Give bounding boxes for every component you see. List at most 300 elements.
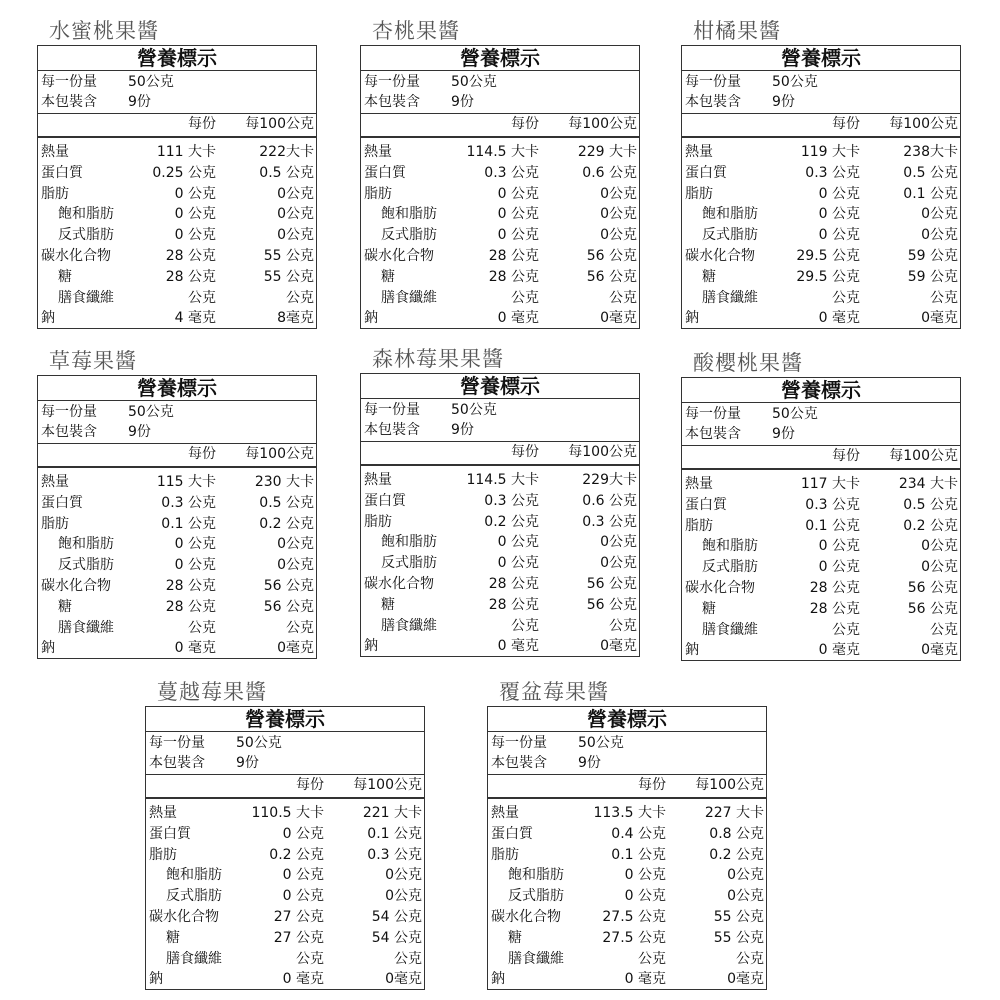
- nutrient-label: 糖: [58, 268, 72, 285]
- value-per-serving: 0 公克: [282, 888, 324, 905]
- value-per-100g: 0.3 公克: [582, 513, 637, 530]
- value-per-serving: 113.5 大卡: [593, 805, 666, 821]
- jam-panel: [37, 345, 319, 663]
- nutrient-row-calories: [361, 470, 639, 490]
- divider: [682, 402, 960, 403]
- jam-panel: [487, 676, 769, 994]
- value-per-100g: 0公克: [385, 867, 422, 884]
- nutrient-row-sugar: [682, 267, 960, 287]
- divider: [361, 398, 639, 399]
- column-per-100g: 每100公克: [889, 116, 958, 132]
- nutrient-row-carbohydrate: [146, 907, 424, 927]
- nutrient-row-fat: [682, 516, 960, 536]
- column-per-100g: 每100公克: [245, 446, 314, 462]
- value-per-serving: 29.5 公克: [796, 248, 860, 264]
- value-per-100g: 0公克: [921, 538, 958, 555]
- nutrition-label: [360, 45, 640, 329]
- value-per-serving: 28 公克: [809, 600, 860, 617]
- divider: [682, 468, 960, 470]
- column-per-100g: 每100公克: [695, 777, 764, 793]
- label-heading: 營養標示: [781, 46, 861, 70]
- value-per-serving: 0 公克: [497, 534, 539, 551]
- nutrient-label: 蛋白質: [41, 494, 83, 511]
- nutrient-label: 反式脂肪: [58, 557, 114, 574]
- nutrient-row-sodium: [361, 308, 639, 328]
- nutrient-row-sugar: [361, 267, 639, 287]
- nutrient-row-fat: [361, 184, 639, 204]
- value-per-100g: 221 大卡: [362, 805, 422, 821]
- value-per-100g: 0毫克: [921, 642, 958, 659]
- servings-per-package-row: [146, 753, 424, 773]
- value-per-100g: 0公克: [277, 557, 314, 574]
- column-header-row: [146, 775, 424, 795]
- nutrient-row-carbohydrate: [361, 246, 639, 266]
- nutrient-row-dietary-fiber: [682, 620, 960, 640]
- value-per-serving: 0.1 公克: [805, 517, 860, 534]
- value-per-serving: 0.25 公克: [152, 164, 216, 181]
- nutrient-row-protein: [682, 163, 960, 183]
- value-per-serving: 0 公克: [818, 227, 860, 244]
- value-per-100g: 0公克: [600, 185, 637, 202]
- nutrient-label: 蛋白質: [364, 492, 406, 509]
- servings-per-package-label: 本包裝含: [41, 94, 97, 110]
- nutrient-label: 鈉: [364, 638, 378, 655]
- nutrient-row-sodium: [682, 640, 960, 660]
- nutrient-row-protein: [361, 491, 639, 511]
- nutrient-row-calories: [361, 142, 639, 162]
- nutrient-label: 熱量: [364, 472, 392, 488]
- divider: [361, 464, 639, 466]
- nutrient-label: 鈉: [41, 310, 55, 327]
- divider: [38, 136, 316, 138]
- nutrient-label: 糖: [508, 929, 522, 946]
- value-per-100g: 56 公克: [586, 248, 637, 264]
- value-per-serving: 28 公克: [809, 580, 860, 596]
- serving-size-label: 每一份量: [364, 402, 420, 418]
- value-per-serving: 0 公克: [282, 825, 324, 842]
- divider: [361, 70, 639, 71]
- nutrient-row-trans-fat: [682, 557, 960, 577]
- value-per-100g: 56 公克: [907, 580, 958, 596]
- nutrition-label: [487, 706, 767, 990]
- nutrient-label: 反式脂肪: [702, 227, 758, 244]
- value-per-100g: 0.8 公克: [709, 825, 764, 842]
- value-per-100g: 0.6 公克: [582, 164, 637, 181]
- nutrient-row-calories: [682, 474, 960, 494]
- nutrient-label: 蛋白質: [685, 496, 727, 513]
- column-per-serving: 每份: [188, 116, 216, 132]
- value-per-serving: 28 公克: [488, 268, 539, 285]
- value-per-100g: 0.1 公克: [903, 185, 958, 202]
- nutrient-row-dietary-fiber: [361, 288, 639, 308]
- nutrient-row-dietary-fiber: [38, 288, 316, 308]
- nutrient-label: 熱量: [41, 474, 69, 490]
- value-per-serving: 公克: [832, 289, 860, 306]
- nutrient-label: 脂肪: [149, 846, 177, 863]
- label-heading: 營養標示: [245, 707, 325, 731]
- product-title: 蔓越莓果醬: [157, 680, 267, 704]
- column-header-row: [488, 775, 766, 795]
- nutrient-label: 熱量: [685, 476, 713, 492]
- nutrient-row-trans-fat: [38, 225, 316, 245]
- nutrient-row-fat: [38, 184, 316, 204]
- servings-per-package-label: 本包裝含: [685, 426, 741, 442]
- nutrient-label: 脂肪: [41, 185, 69, 202]
- jam-panel: [360, 343, 642, 661]
- serving-size-label: 每一份量: [41, 74, 97, 90]
- servings-per-package-value: 9份: [128, 94, 151, 110]
- nutrient-label: 反式脂肪: [381, 555, 437, 572]
- column-per-serving: 每份: [296, 777, 324, 793]
- nutrient-label: 飽和脂肪: [166, 867, 222, 884]
- label-heading: 營養標示: [587, 707, 667, 731]
- nutrient-label: 蛋白質: [685, 164, 727, 181]
- value-per-serving: 27 公克: [273, 909, 324, 925]
- product-title: 森林莓果果醬: [372, 347, 504, 371]
- value-per-serving: 110.5 大卡: [251, 805, 324, 821]
- value-per-100g: 0.2 公克: [709, 846, 764, 863]
- column-per-100g: 每100公克: [353, 777, 422, 793]
- value-per-100g: 222大卡: [259, 144, 314, 160]
- value-per-100g: 0公克: [277, 536, 314, 553]
- divider: [488, 797, 766, 799]
- nutrient-label: 脂肪: [685, 517, 713, 534]
- value-per-serving: 0 毫克: [624, 971, 666, 988]
- column-header-row: [361, 442, 639, 462]
- nutrient-label: 飽和脂肪: [702, 538, 758, 555]
- nutrient-row-protein: [146, 824, 424, 844]
- nutrient-row-carbohydrate: [38, 576, 316, 596]
- value-per-serving: 0 公克: [818, 538, 860, 555]
- divider: [38, 466, 316, 468]
- value-per-serving: 111 大卡: [156, 144, 216, 160]
- value-per-serving: 0 公克: [174, 185, 216, 202]
- value-per-serving: 公克: [188, 619, 216, 636]
- value-per-serving: 公克: [638, 950, 666, 967]
- servings-per-package-label: 本包裝含: [149, 755, 205, 771]
- value-per-100g: 0公克: [277, 206, 314, 223]
- divider: [146, 731, 424, 732]
- nutrient-label: 膳食纖維: [58, 619, 114, 636]
- value-per-100g: 公克: [286, 619, 314, 636]
- nutrient-label: 飽和脂肪: [58, 206, 114, 223]
- serving-size-value: 50公克: [451, 402, 497, 418]
- value-per-100g: 0公克: [921, 559, 958, 576]
- nutrient-label: 飽和脂肪: [381, 206, 437, 223]
- nutrient-row-protein: [682, 495, 960, 515]
- nutrient-label: 鈉: [685, 642, 699, 659]
- value-per-100g: 0毫克: [277, 640, 314, 657]
- nutrient-row-sugar: [488, 928, 766, 948]
- value-per-serving: 28 公克: [165, 578, 216, 594]
- jam-panel: [145, 676, 427, 994]
- value-per-serving: 0.2 公克: [484, 513, 539, 530]
- value-per-serving: 0 毫克: [497, 310, 539, 327]
- servings-per-package-row: [361, 92, 639, 112]
- nutrient-row-dietary-fiber: [488, 949, 766, 969]
- nutrient-label: 飽和脂肪: [702, 206, 758, 223]
- nutrient-label: 碳水化合物: [41, 578, 111, 594]
- nutrient-row-sugar: [361, 595, 639, 615]
- value-per-100g: 55 公克: [263, 268, 314, 285]
- nutrient-row-protein: [38, 493, 316, 513]
- nutrient-row-calories: [38, 472, 316, 492]
- nutrient-row-saturated-fat: [361, 204, 639, 224]
- value-per-100g: 56 公克: [263, 598, 314, 615]
- nutrition-label: [145, 706, 425, 990]
- nutrient-row-protein: [361, 163, 639, 183]
- nutrient-row-sugar: [682, 599, 960, 619]
- value-per-100g: 229大卡: [582, 472, 637, 488]
- nutrient-label: 脂肪: [41, 515, 69, 532]
- value-per-serving: 28 公克: [165, 598, 216, 615]
- nutrient-label: 碳水化合物: [491, 909, 561, 925]
- servings-per-package-label: 本包裝含: [364, 422, 420, 438]
- value-per-serving: 0.2 公克: [269, 846, 324, 863]
- nutrient-row-sodium: [682, 308, 960, 328]
- nutrient-row-carbohydrate: [38, 246, 316, 266]
- serving-size-value: 50公克: [451, 74, 497, 90]
- nutrient-row-dietary-fiber: [361, 616, 639, 636]
- nutrient-row-fat: [361, 512, 639, 532]
- nutrient-row-saturated-fat: [38, 204, 316, 224]
- value-per-100g: 227 大卡: [704, 805, 764, 821]
- product-title: 水蜜桃果醬: [49, 19, 159, 43]
- value-per-100g: 56 公克: [586, 576, 637, 592]
- value-per-100g: 0毫克: [600, 638, 637, 655]
- serving-size-row: [146, 733, 424, 753]
- nutrient-label: 反式脂肪: [58, 227, 114, 244]
- value-per-100g: 59 公克: [907, 268, 958, 285]
- value-per-100g: 0.5 公克: [259, 164, 314, 181]
- nutrient-row-carbohydrate: [361, 574, 639, 594]
- nutrient-row-saturated-fat: [38, 534, 316, 554]
- value-per-100g: 0.2 公克: [259, 515, 314, 532]
- value-per-100g: 230 大卡: [254, 474, 314, 490]
- serving-size-label: 每一份量: [685, 74, 741, 90]
- value-per-100g: 公克: [930, 621, 958, 638]
- nutrient-label: 脂肪: [685, 185, 713, 202]
- serving-size-value: 50公克: [128, 404, 174, 420]
- value-per-100g: 0.6 公克: [582, 492, 637, 509]
- servings-per-package-row: [361, 420, 639, 440]
- nutrient-row-carbohydrate: [682, 578, 960, 598]
- nutrient-label: 蛋白質: [491, 825, 533, 842]
- value-per-serving: 0.4 公克: [611, 825, 666, 842]
- divider: [682, 70, 960, 71]
- value-per-100g: 0毫克: [600, 310, 637, 327]
- value-per-serving: 0.3 公克: [805, 496, 860, 513]
- value-per-100g: 59 公克: [907, 248, 958, 264]
- nutrient-row-saturated-fat: [146, 865, 424, 885]
- value-per-serving: 0 毫克: [174, 640, 216, 657]
- nutrient-label: 飽和脂肪: [508, 867, 564, 884]
- value-per-100g: 0.1 公克: [367, 825, 422, 842]
- nutrition-label: [37, 45, 317, 329]
- value-per-100g: 55 公克: [713, 909, 764, 925]
- value-per-serving: 117 大卡: [800, 476, 860, 492]
- column-per-serving: 每份: [638, 777, 666, 793]
- nutrient-row-saturated-fat: [682, 536, 960, 556]
- value-per-100g: 公克: [286, 289, 314, 306]
- column-per-100g: 每100公克: [568, 116, 637, 132]
- nutrient-label: 碳水化合物: [364, 576, 434, 592]
- nutrient-label: 脂肪: [491, 846, 519, 863]
- nutrient-row-protein: [488, 824, 766, 844]
- nutrient-row-fat: [146, 845, 424, 865]
- value-per-100g: 0公克: [727, 867, 764, 884]
- value-per-serving: 0 公克: [174, 536, 216, 553]
- divider: [146, 797, 424, 799]
- divider: [38, 400, 316, 401]
- nutrient-label: 飽和脂肪: [58, 536, 114, 553]
- product-title: 柑橘果醬: [693, 19, 781, 43]
- servings-per-package-label: 本包裝含: [41, 424, 97, 440]
- value-per-serving: 0 公克: [282, 867, 324, 884]
- value-per-100g: 0公克: [921, 227, 958, 244]
- value-per-100g: 0.5 公克: [903, 164, 958, 181]
- value-per-100g: 56 公克: [263, 578, 314, 594]
- value-per-serving: 0 公克: [174, 557, 216, 574]
- jam-panel: [360, 15, 642, 333]
- value-per-100g: 0公克: [277, 227, 314, 244]
- nutrient-row-sodium: [361, 636, 639, 656]
- nutrient-label: 糖: [166, 929, 180, 946]
- nutrient-row-calories: [488, 803, 766, 823]
- nutrient-label: 碳水化合物: [149, 909, 219, 925]
- value-per-serving: 0 公克: [624, 867, 666, 884]
- label-heading: 營養標示: [781, 378, 861, 402]
- value-per-100g: 0毫克: [727, 971, 764, 988]
- nutrient-row-trans-fat: [361, 225, 639, 245]
- servings-per-package-value: 9份: [578, 755, 601, 771]
- value-per-serving: 0 公克: [818, 185, 860, 202]
- serving-size-value: 50公克: [236, 735, 282, 751]
- nutrient-row-dietary-fiber: [682, 288, 960, 308]
- nutrient-label: 膳食纖維: [381, 289, 437, 306]
- nutrient-row-sugar: [146, 928, 424, 948]
- nutrient-row-protein: [38, 163, 316, 183]
- nutrient-label: 熱量: [491, 805, 519, 821]
- product-title: 杏桃果醬: [372, 19, 460, 43]
- value-per-serving: 公克: [188, 289, 216, 306]
- nutrient-row-sodium: [38, 638, 316, 658]
- value-per-100g: 公克: [736, 950, 764, 967]
- value-per-100g: 55 公克: [263, 248, 314, 264]
- nutrient-row-calories: [682, 142, 960, 162]
- value-per-serving: 公克: [511, 289, 539, 306]
- servings-per-package-value: 9份: [772, 94, 795, 110]
- nutrient-label: 糖: [702, 600, 716, 617]
- value-per-100g: 0公克: [385, 888, 422, 905]
- divider: [38, 70, 316, 71]
- nutrient-row-carbohydrate: [682, 246, 960, 266]
- nutrient-row-trans-fat: [38, 555, 316, 575]
- nutrition-label: [360, 373, 640, 657]
- value-per-100g: 229 大卡: [577, 144, 637, 160]
- servings-per-package-value: 9份: [451, 422, 474, 438]
- nutrition-label: [681, 377, 961, 661]
- serving-size-row: [38, 402, 316, 422]
- column-per-serving: 每份: [832, 116, 860, 132]
- servings-per-package-row: [38, 92, 316, 112]
- nutrient-row-fat: [682, 184, 960, 204]
- servings-per-package-value: 9份: [128, 424, 151, 440]
- value-per-100g: 0公克: [600, 227, 637, 244]
- nutrient-row-fat: [488, 845, 766, 865]
- serving-size-row: [682, 72, 960, 92]
- nutrient-label: 熱量: [364, 144, 392, 160]
- nutrient-label: 熱量: [41, 144, 69, 160]
- column-per-serving: 每份: [511, 444, 539, 460]
- value-per-100g: 0公克: [600, 206, 637, 223]
- serving-size-label: 每一份量: [685, 406, 741, 422]
- value-per-serving: 0 公克: [497, 185, 539, 202]
- value-per-100g: 0公克: [921, 206, 958, 223]
- value-per-serving: 0.3 公克: [484, 164, 539, 181]
- serving-size-value: 50公克: [772, 406, 818, 422]
- value-per-100g: 公克: [609, 617, 637, 634]
- value-per-100g: 公克: [930, 289, 958, 306]
- value-per-100g: 0.5 公克: [259, 494, 314, 511]
- nutrient-label: 鈉: [364, 310, 378, 327]
- value-per-100g: 238大卡: [903, 144, 958, 160]
- value-per-serving: 0 公克: [497, 227, 539, 244]
- nutrient-label: 脂肪: [364, 513, 392, 530]
- servings-per-package-row: [682, 424, 960, 444]
- servings-per-package-label: 本包裝含: [685, 94, 741, 110]
- value-per-serving: 119 大卡: [800, 144, 860, 160]
- value-per-serving: 0 公克: [174, 206, 216, 223]
- value-per-serving: 0 公克: [497, 555, 539, 572]
- nutrient-row-sodium: [38, 308, 316, 328]
- nutrient-row-sugar: [38, 597, 316, 617]
- jam-panel: [681, 347, 963, 665]
- divider: [682, 136, 960, 138]
- nutrient-row-calories: [38, 142, 316, 162]
- serving-size-row: [682, 404, 960, 424]
- nutrient-row-trans-fat: [682, 225, 960, 245]
- serving-size-label: 每一份量: [491, 735, 547, 751]
- nutrient-label: 膳食纖維: [58, 289, 114, 306]
- nutrient-row-saturated-fat: [682, 204, 960, 224]
- value-per-serving: 28 公克: [488, 576, 539, 592]
- column-header-row: [38, 444, 316, 464]
- nutrient-label: 蛋白質: [41, 164, 83, 181]
- nutrient-label: 膳食纖維: [702, 621, 758, 638]
- nutrient-label: 脂肪: [364, 185, 392, 202]
- divider: [361, 136, 639, 138]
- nutrient-label: 反式脂肪: [381, 227, 437, 244]
- value-per-serving: 4 毫克: [174, 310, 216, 327]
- product-title: 酸櫻桃果醬: [693, 351, 803, 375]
- value-per-100g: 0.2 公克: [903, 517, 958, 534]
- value-per-serving: 27.5 公克: [602, 929, 666, 946]
- value-per-serving: 114.5 大卡: [466, 472, 539, 488]
- serving-size-value: 50公克: [128, 74, 174, 90]
- value-per-serving: 29.5 公克: [796, 268, 860, 285]
- column-per-100g: 每100公克: [889, 448, 958, 464]
- value-per-serving: 0 公克: [818, 559, 860, 576]
- nutrient-label: 熱量: [149, 805, 177, 821]
- jam-panel: [681, 15, 963, 333]
- nutrient-row-sodium: [488, 969, 766, 989]
- value-per-serving: 0 公克: [497, 206, 539, 223]
- value-per-100g: 56 公克: [907, 600, 958, 617]
- jam-panel: [37, 15, 319, 333]
- value-per-serving: 28 公克: [165, 268, 216, 285]
- nutrient-label: 碳水化合物: [685, 580, 755, 596]
